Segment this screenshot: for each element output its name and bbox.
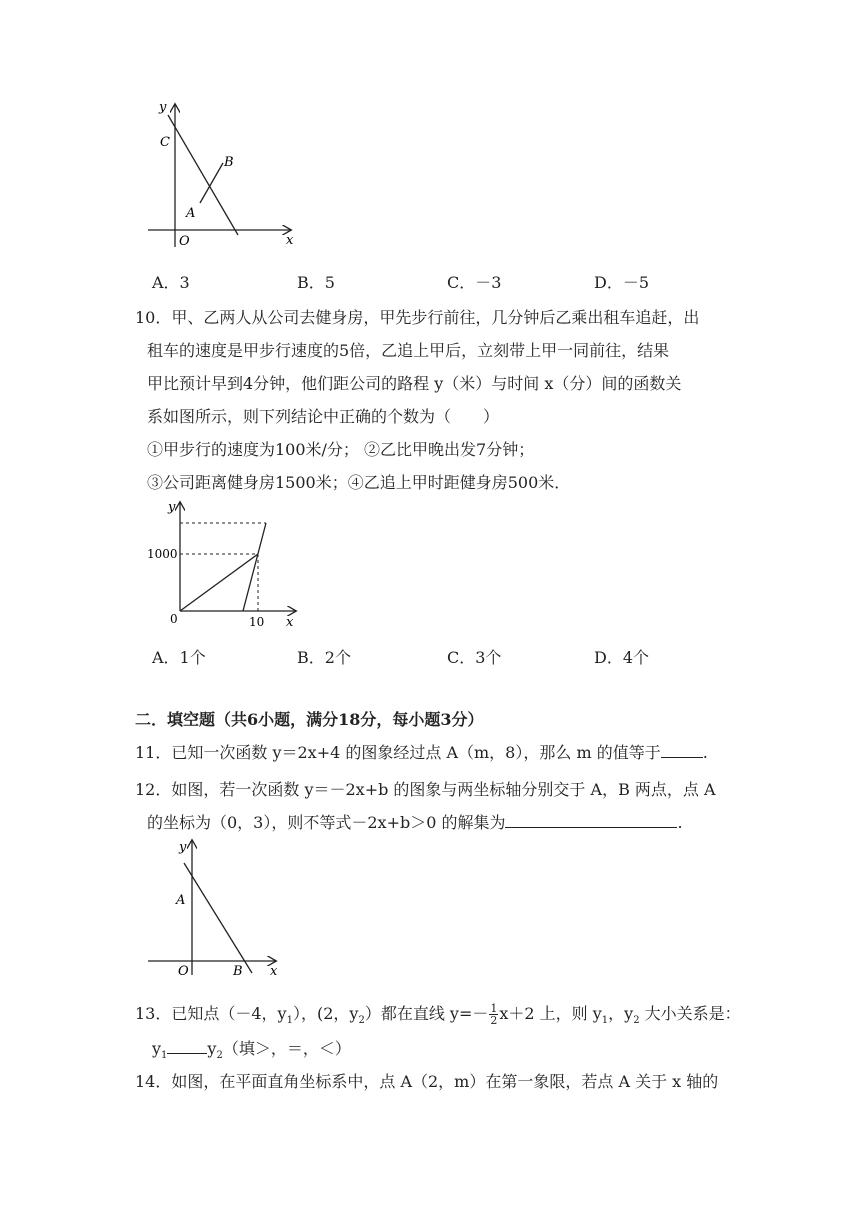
q13-answer-blank[interactable] xyxy=(167,1039,207,1054)
x-label: x xyxy=(270,964,278,979)
q13-line-2 xyxy=(152,1039,351,1066)
q13-text-b: ），(2，y xyxy=(292,1004,359,1023)
q12-line-2 xyxy=(147,813,683,833)
q13-fraction xyxy=(489,1003,498,1026)
fraction-numerator: 1 xyxy=(490,1002,498,1015)
taxi-line xyxy=(243,523,266,611)
b-label: B xyxy=(224,155,234,170)
q10-option-b: B．2个 xyxy=(297,648,351,667)
q9-option-c: C．－3 xyxy=(447,273,502,292)
q13-line-1 xyxy=(135,1003,741,1031)
y-label: y xyxy=(159,100,167,115)
walk-line xyxy=(180,554,258,611)
q11-answer-blank[interactable] xyxy=(661,743,703,758)
q13-text-d: x＋2 上，则 y xyxy=(499,1004,602,1023)
q12-period: . xyxy=(677,813,683,832)
q13-text-a: 13．已知点（－4，y xyxy=(135,1004,287,1023)
q13-y1-sub: 1 xyxy=(161,1050,168,1062)
q13-y1: y xyxy=(152,1039,162,1058)
q13-sub-1: 1 xyxy=(286,1015,293,1027)
q13-text-f: 大小关系是： xyxy=(639,1004,741,1023)
section-2-title: 二．填空题（共6小题，满分18分，每小题3分） xyxy=(135,710,484,729)
q11 xyxy=(135,743,708,763)
o-label: O xyxy=(179,234,190,249)
q10-line-3: 甲比预计早到4分钟，他们距公司的路程 y（米）与时间 x（分）间的函数关 xyxy=(147,374,682,393)
q13-sub-3: 1 xyxy=(601,1015,609,1027)
x-label: x xyxy=(286,233,294,248)
q13-y2-sub: 2 xyxy=(216,1050,223,1062)
q9-option-a: A．3 xyxy=(152,273,190,292)
q9-option-b: B．5 xyxy=(297,273,335,292)
x-tick-10: 10 xyxy=(249,615,265,629)
q10-statement-3-4: ③公司距离健身房1500米；④乙追上甲时距健身房500米． xyxy=(147,473,571,492)
a-label: A xyxy=(176,893,186,908)
figure-2-graph xyxy=(140,495,310,635)
a-label: A xyxy=(186,206,196,221)
q11-period: . xyxy=(702,743,708,762)
q12-line-1: 12．如图，若一次函数 y＝－2x+b 的图象与两坐标轴分别交于 A，B 两点，点 A xyxy=(135,780,716,799)
q10-option-d: D．4个 xyxy=(594,648,650,667)
o-label: O xyxy=(178,964,189,979)
q13-text-c: ）都在直线 y=－ xyxy=(364,1004,489,1023)
q10-option-c: C．3个 xyxy=(447,648,502,667)
q13-y2: y xyxy=(207,1039,217,1058)
q13-sub-2: 2 xyxy=(358,1015,365,1027)
y-label: y xyxy=(168,500,176,515)
fraction-denominator: 2 xyxy=(490,1014,498,1027)
q12-answer-blank[interactable] xyxy=(505,813,677,828)
q13-text-e: ，y xyxy=(608,1004,634,1023)
segment-ab xyxy=(200,163,223,203)
c-label: C xyxy=(160,135,170,150)
figure-3-graph xyxy=(140,835,290,980)
q13-hint: （填＞，＝，＜） xyxy=(222,1039,351,1058)
b-label: B xyxy=(233,964,243,979)
q13-sub-4: 2 xyxy=(633,1015,640,1027)
q10-line-1: 10．甲、乙两人从公司去健身房，甲先步行前往，几分钟后乙乘出租车追赶，出 xyxy=(135,308,700,327)
y-label: y xyxy=(179,840,187,855)
origin-label: 0 xyxy=(170,612,178,626)
q10-line-2: 租车的速度是甲步行速度的5倍，乙追上甲后，立刻带上甲一同前往，结果 xyxy=(147,341,670,360)
q12-text: 的坐标为（0，3），则不等式－2x+b＞0 的解集为 xyxy=(147,813,506,832)
q10-line-4: 系如图所示，则下列结论中正确的个数为（ ） xyxy=(147,407,500,426)
figure-1-graph xyxy=(140,95,310,255)
q9-option-d: D．－5 xyxy=(594,273,650,292)
q14-line-1: 14．如图，在平面直角坐标系中，点 A（2，m）在第一象限，若点 A 关于 x 轴的 xyxy=(135,1072,719,1091)
line-c xyxy=(168,115,238,235)
q10-option-a: A．1个 xyxy=(152,648,206,667)
q11-text: 11．已知一次函数 y＝2x+4 的图象经过点 A（m，8），那么 m 的值等于 xyxy=(135,743,661,762)
q10-statement-1-2: ①甲步行的速度为100米/分； ②乙比甲晚出发7分钟； xyxy=(147,440,535,459)
y-tick-1000: 1000 xyxy=(147,547,178,561)
x-label: x xyxy=(286,615,294,630)
line-ab xyxy=(184,863,252,973)
